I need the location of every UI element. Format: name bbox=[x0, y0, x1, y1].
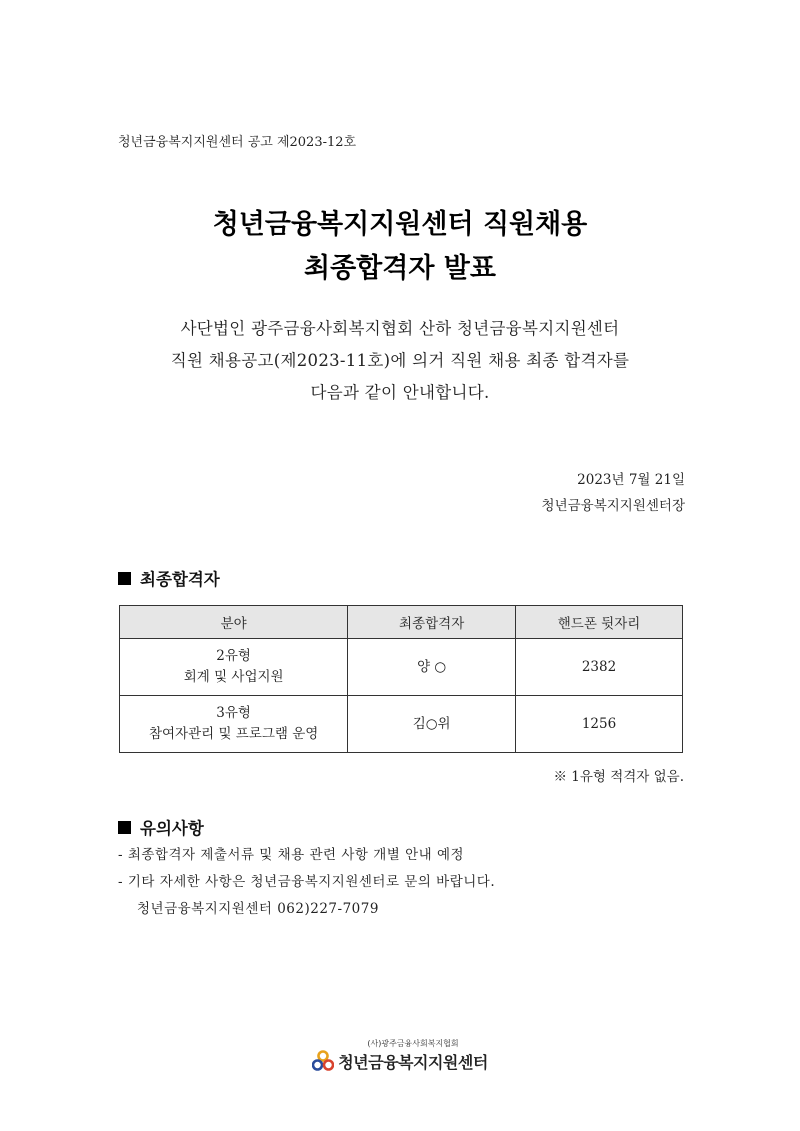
result-section-heading bbox=[118, 566, 220, 590]
field-cell bbox=[120, 696, 348, 753]
intro-line-3: 다음과 같이 안내합니다. bbox=[310, 383, 490, 402]
table-footnote: ※ 1유형 적격자 없음. bbox=[553, 769, 684, 785]
notes-list bbox=[118, 846, 495, 927]
table-row bbox=[120, 639, 683, 696]
name-cell: 김○위 bbox=[348, 696, 516, 753]
column-header-field: 분야 bbox=[120, 606, 348, 639]
table-row bbox=[120, 696, 683, 753]
table-header-row bbox=[120, 606, 683, 639]
field-name: 회계 및 사업지원 bbox=[183, 669, 284, 685]
column-header-phone: 핸드폰 뒷자리 bbox=[516, 606, 683, 639]
result-section-title: 최종합격자 bbox=[140, 570, 220, 589]
issuer-signature: 청년금융복지지원센터장 bbox=[541, 498, 685, 514]
notes-section-title: 유의사항 bbox=[140, 819, 204, 838]
square-bullet-icon bbox=[118, 572, 131, 585]
field-name: 참여자관리 및 프로그램 운영 bbox=[148, 726, 319, 742]
logo-name: 청년금융복지지원센터 bbox=[338, 1053, 488, 1072]
notes-section-heading bbox=[118, 815, 204, 839]
list-item: - 기타 자세한 사항은 청년금융복지지원센터로 문의 바랍니다. bbox=[118, 874, 496, 890]
square-bullet-icon bbox=[118, 821, 131, 834]
logo-subtitle: (사)광주금융사회복지협회 bbox=[367, 1039, 459, 1048]
phone-cell: 2382 bbox=[516, 639, 683, 696]
name-cell: 양 ○ bbox=[348, 639, 516, 696]
list-item: - 최종합격자 제출서류 및 채용 관련 사항 개별 안내 예정 bbox=[118, 847, 465, 863]
phone-cell: 1256 bbox=[516, 696, 683, 753]
field-type: 2유형 bbox=[216, 648, 251, 664]
announcement-date: 2023년 7월 21일 bbox=[577, 472, 685, 488]
result-table bbox=[119, 605, 683, 753]
notice-number: 청년금융복지지원센터 공고 제2023-12호 bbox=[118, 135, 357, 150]
page-title: 청년금융복지지원센터 직원채용 bbox=[212, 209, 588, 240]
contact-info: 청년금융복지지원센터 062)227-7079 bbox=[137, 901, 379, 917]
intro-line-2: 직원 채용공고(제2023-11호)에 의거 직원 채용 최종 합격자를 bbox=[170, 351, 630, 370]
field-cell bbox=[120, 639, 348, 696]
page-subtitle: 최종합격자 발표 bbox=[304, 253, 496, 284]
field-type: 3유형 bbox=[216, 705, 251, 721]
footer-logo bbox=[0, 1038, 800, 1073]
center-logo-icon bbox=[312, 1050, 334, 1072]
column-header-name: 최종합격자 bbox=[348, 606, 516, 639]
intro-line-1: 사단법인 광주금융사회복지협회 산하 청년금융복지지원센터 bbox=[180, 319, 620, 338]
